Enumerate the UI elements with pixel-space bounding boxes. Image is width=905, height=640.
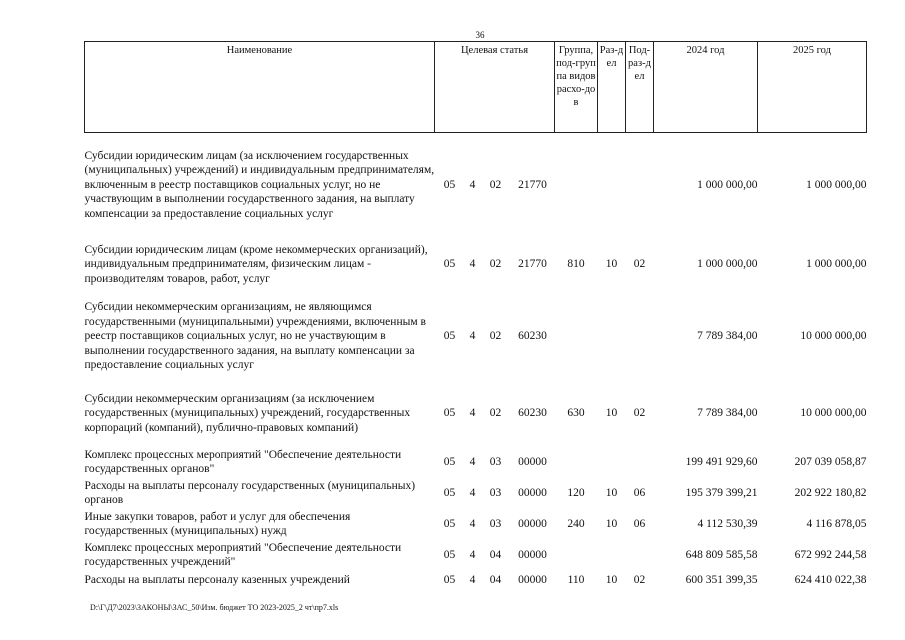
header-year-2025: 2025 год [758,42,867,133]
table-row [85,478,867,509]
row-subsection: 06 [633,517,646,530]
row-name: Комплекс процессных мероприятий "Обеспечение деятельности государственных органов" [84,448,402,475]
row-group: 240 [567,517,585,530]
row-amount-2024: 195 379 399,21 [685,486,758,499]
row-amount-2024: 1 000 000,00 [697,258,758,271]
row-section: 10 [605,486,618,499]
row-name: Субсидии юридическим лицам (кроме некоммерческих организаций), индивидуальным предпринимателям, физическим лицам - производителям товаров, работ, услуг [84,243,428,285]
row-name: Расходы на выплаты персоналу государственных (муниципальных) органов [84,479,416,506]
row-target-3: 02 [489,407,502,420]
row-target-2: 4 [469,486,476,499]
table-row [85,133,867,237]
table-row [85,447,867,478]
row-subsection [626,133,654,237]
row-target-1: 05 [443,574,456,587]
table-row [85,540,867,571]
row-section [598,293,626,381]
table-header-row [85,42,867,133]
page-number: 36 [475,30,485,40]
row-target-2: 4 [469,330,476,343]
row-subsection: 02 [633,258,646,271]
row-amount-2025: 1 000 000,00 [806,178,867,191]
row-group [555,540,598,571]
row-target-2: 4 [469,517,476,530]
row-group [555,447,598,478]
row-amount-2025: 207 039 058,87 [794,455,867,468]
header-group: Группа, под-группа видов расхо-дов [555,42,598,133]
row-target-3: 04 [489,548,502,561]
row-target-3: 02 [489,258,502,271]
row-subsection: 06 [633,486,646,499]
row-target-4: 21770 [518,258,547,271]
row-name: Субсидии юридическим лицам (за исключением государственных (муниципальных) учреждений) и индивидуальным предпринимателям, включенным в реестр поставщиков социальных услуг, но не участвующим в выполнении государственного задания, на выплату компенсации за предоставление социальных услуг [84,149,435,220]
row-target-3: 02 [489,330,502,343]
row-amount-2024: 1 000 000,00 [697,178,758,191]
row-target-3: 02 [489,178,502,191]
row-target-1: 05 [443,258,456,271]
row-amount-2024: 7 789 384,00 [697,330,758,343]
row-amount-2025: 10 000 000,00 [800,330,867,343]
row-subsection: 02 [633,407,646,420]
row-name: Субсидии некоммерческим организациям (за исключением государственных (муниципальных) учреждений, государственных корпораций (компаний), публично-правовых компаний) [84,392,411,434]
row-target-4: 00000 [518,517,547,530]
row-target-1: 05 [443,330,456,343]
row-subsection: 02 [633,574,646,587]
row-target-1: 05 [443,455,456,468]
row-target-2: 4 [469,548,476,561]
row-target-2: 4 [469,455,476,468]
row-name: Расходы на выплаты персоналу казенных учреждений [84,574,350,587]
row-section: 10 [605,517,618,530]
row-amount-2025: 624 410 022,38 [794,574,867,587]
row-amount-2025: 1 000 000,00 [806,258,867,271]
row-target-4: 21770 [518,178,547,191]
header-section: Раз-дел [598,42,626,133]
row-subsection [626,540,654,571]
row-amount-2025: 10 000 000,00 [800,407,867,420]
row-target-3: 03 [489,486,502,499]
file-path-footer: D:\Г\Д7\2023\ЗАКОНЫ\ЗАС_50\Изм. бюджет ТО 2023-2025_2 чт\пр7.xls [90,603,339,612]
row-group: 810 [567,258,585,271]
row-target-1: 05 [443,178,456,191]
row-amount-2024: 199 491 929,60 [685,455,758,468]
row-section [598,447,626,478]
row-group: 630 [567,407,585,420]
row-target-2: 4 [469,178,476,191]
table-row [85,571,867,591]
header-subsection: Под-раз-дел [626,42,654,133]
header-year-2024: 2024 год [654,42,758,133]
table-row [85,509,867,540]
row-amount-2025: 4 116 878,05 [806,517,867,530]
row-section: 10 [605,574,618,587]
row-amount-2025: 672 992 244,58 [794,548,867,561]
row-section: 10 [605,258,618,271]
row-target-4: 60230 [518,330,547,343]
row-target-1: 05 [443,486,456,499]
row-target-4: 60230 [518,407,547,420]
row-amount-2024: 4 112 530,39 [697,517,758,530]
row-amount-2025: 202 922 180,82 [794,486,867,499]
row-name: Комплекс процессных мероприятий "Обеспечение деятельности государственных учреждений" [84,541,402,568]
row-target-4: 00000 [518,548,547,561]
table-row [85,237,867,293]
row-amount-2024: 7 789 384,00 [697,407,758,420]
table-row [85,293,867,381]
row-amount-2024: 648 809 585,58 [685,548,758,561]
row-target-2: 4 [469,258,476,271]
row-target-4: 00000 [518,455,547,468]
header-target-article: Целевая статья [435,42,555,133]
row-group [555,293,598,381]
header-name: Наименование [85,42,435,133]
row-target-3: 04 [489,574,502,587]
row-target-3: 03 [489,517,502,530]
row-subsection [626,447,654,478]
row-section [598,540,626,571]
row-amount-2024: 600 351 399,35 [685,574,758,587]
row-subsection [626,293,654,381]
row-section: 10 [605,407,618,420]
row-target-2: 4 [469,407,476,420]
row-target-3: 03 [489,455,502,468]
row-target-1: 05 [443,548,456,561]
row-name: Субсидии некоммерческим организациям, не являющимся государственными (муниципальными) учреждениями, включенным в реестр поставщиков социальных услуг, но не участвующим в выполнении государственного задания, на выплату компенсации за предоставление социальных услуг [84,301,426,372]
row-section [598,133,626,237]
row-group: 120 [567,486,585,499]
row-target-4: 00000 [518,486,547,499]
table-row [85,381,867,447]
row-target-2: 4 [469,574,476,587]
row-group [555,133,598,237]
row-target-1: 05 [443,517,456,530]
row-target-1: 05 [443,407,456,420]
row-target-4: 00000 [518,574,547,587]
row-group: 110 [567,574,585,587]
row-name: Иные закупки товаров, работ и услуг для обеспечения государственных (муниципальных) нужд [84,510,351,537]
budget-table [84,41,867,591]
